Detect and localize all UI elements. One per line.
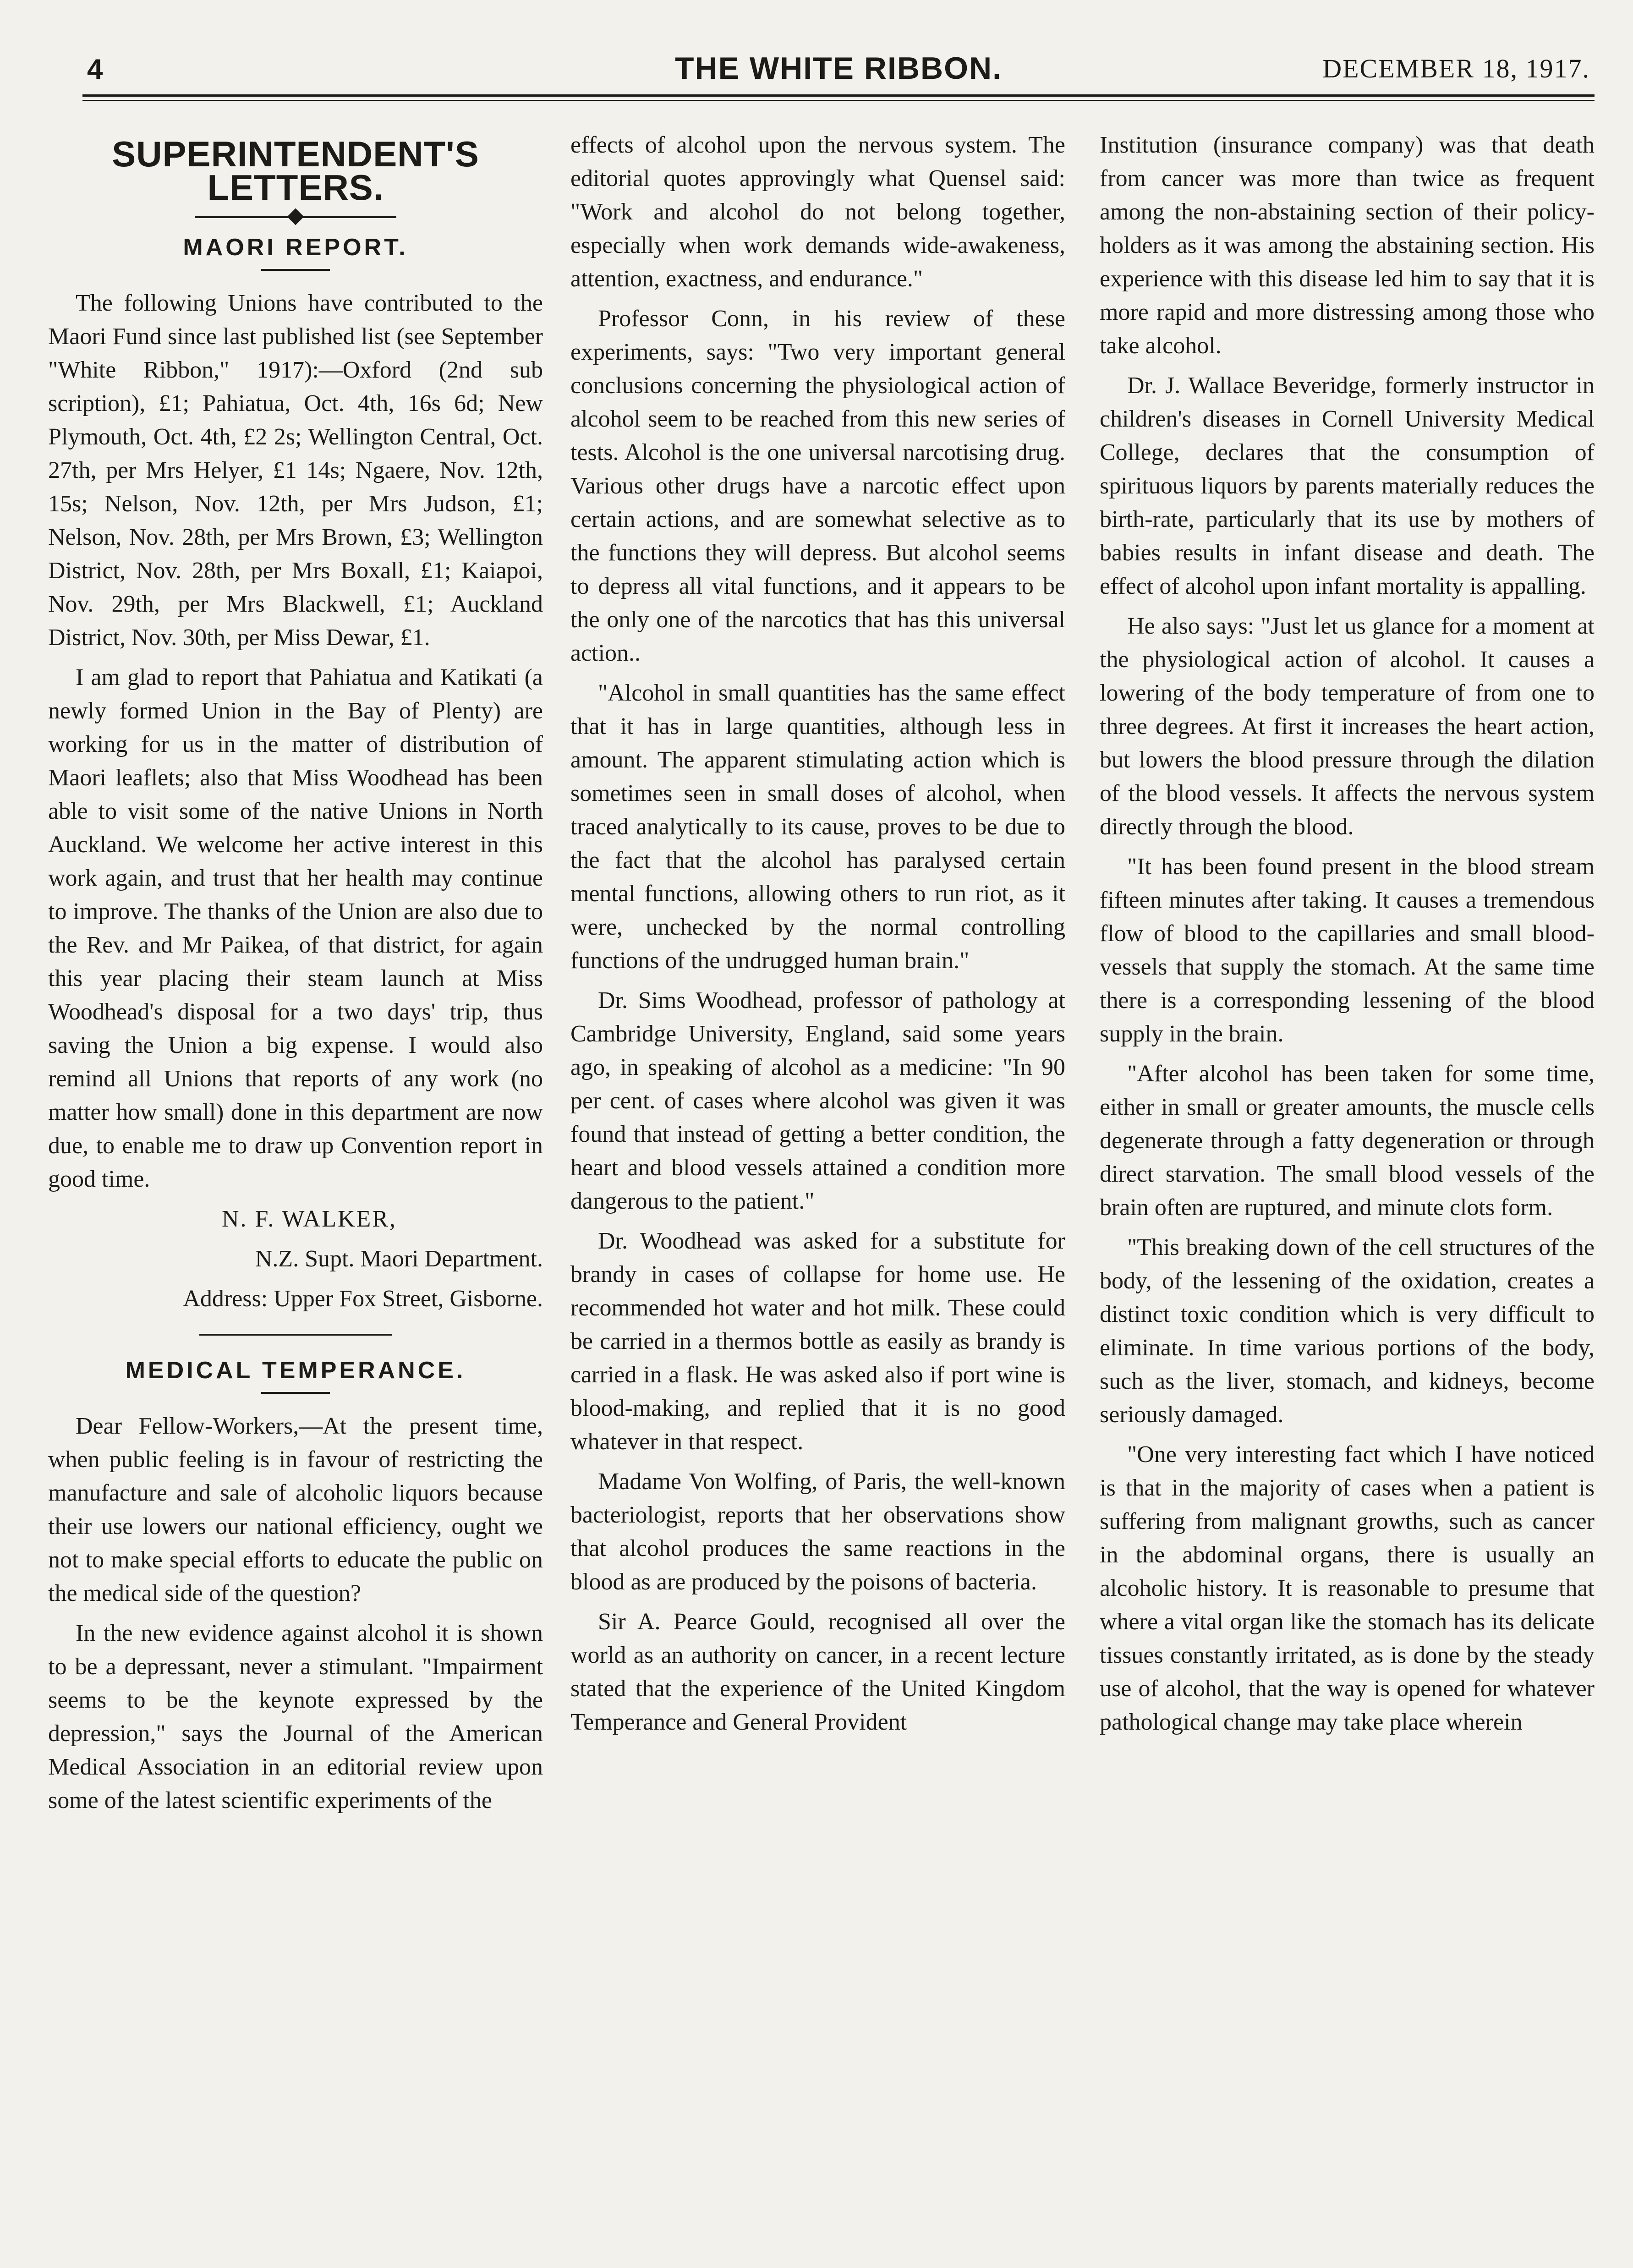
medical-paragraph: Dr. J. Wallace Beveridge, formerly instructor in children's diseases in Cornell University Medical College, declares that the consumption of spirituous liquors by parents materially reduces the birth-rate, particularly that its use by mothers of babies results in infant disease and death. The effect of alcohol upon infant mortality is appalling. [1100, 373, 1595, 599]
medical-paragraph: "This breaking down of the cell structures of the body, of the lessening of the oxidation, creates a distinct toxic condition which is very difficult to eliminate. In time various portions of the body, such as the liver, stomach, and kidneys, become seriously damaged. [1100, 1234, 1595, 1428]
medical-paragraph: In the new evidence against alcohol it is shown to be a depressant, never a stimulant. "Impairment seems to be the keynote expressed by the depression," says the Journal of the American Medical Association in an editorial review upon some of the latest scientific experiments of the [48, 1620, 543, 1813]
header-rule-thin [82, 100, 1595, 101]
section-divider [199, 1334, 392, 1336]
signature-address: Address: Upper Fox Street, Gisborne. [183, 1286, 543, 1312]
header-rule [82, 94, 1595, 97]
medical-paragraph: Dear Fellow-Workers,—At the present time, when public feeling is in favour of restricting the manufacture and sale of alcoholic liquors because their use lowers our national efficiency, ought we not to make special efforts to educate the public on the medical side of the question? [48, 1413, 543, 1606]
signature-position: N.Z. Supt. Maori Department. [255, 1246, 543, 1272]
page-header [82, 44, 1595, 90]
maori-report-paragraph: I am glad to report that Pahiatua and Katikati (a newly formed Union in the Bay of Plenty) are working for us in the matter of distribution of Maori leaflets; also that Miss Woodhead has been able to visit some of the native Unions in North Auckland. We welcome her active interest in this work again, and trust that her health may continue to improve. The thanks of the Union are also due to the Rev. and Mr Paikea, of that district, for again this year placing their steam launch at Miss Woodhead's disposal for a two days' trip, thus saving the Union a big expense. I would also remind all Unions that reports of any work (no matter how small) done in this department are now due, to enable me to draw up Convention report in good time. [48, 664, 543, 1192]
column-1 [48, 128, 543, 1824]
section-title: SUPERINTENDENT'S LETTERS. [112, 134, 479, 208]
medical-paragraph: "After alcohol has been taken for some time, either in small or greater amounts, the muscle cells degenerate through a fatty degeneration or through direct starvation. The small blood vessels of the brain often are ruptured, and minute clots form. [1100, 1061, 1595, 1221]
medical-paragraph: Sir A. Pearce Gould, recognised all over the world as an authority on cancer, in a recent lecture stated that the experience of the United Kingdom Temperance and General Provident [570, 1609, 1065, 1735]
medical-paragraph: "Alcohol in small quantities has the same effect that it has in large quantities, although less in amount. The apparent stimulating action which is sometimes seen in small doses of alcohol, when traced analytically to its cause, proves to be due to the fact that the alcohol has paralysed certain mental functions, allowing others to run riot, as it were, unchecked by the normal controlling functions of the undrugged human brain." [570, 680, 1065, 974]
medical-paragraph: Dr. Woodhead was asked for a substitute for brandy in cases of collapse for home use. He recommended hot water and hot milk. These could be carried in a thermos bottle as easily as brandy is carried in a flask. He was asked also if port wine is blood-making, and replied that it is no good whatever in that respect. [570, 1228, 1065, 1455]
maori-report-paragraph: The following Unions have contributed to the Maori Fund since last published list (see September "White Ribbon," 1917):—Oxford (2nd sub scription), £1; Pahiatua, Oct. 4th, 16s 6d; New Plymouth, Oct. 4th, £2 2s; Wellington Central, Oct. 27th, per Mrs Helyer, £1 14s; Ngaere, Nov. 12th, 15s; Nelson, Nov. 12th, per Mrs Judson, £1; Nelson, Nov. 28th, per Mrs Brown, £3; Wellington District, Nov. 28th, per Mrs Boxall, £1; Kaiapoi, Nov. 29th, per Mrs Blackwell, £1; Auckland District, Nov. 30th, per Miss Dewar, £1. [48, 290, 543, 651]
medical-paragraph: "One very interesting fact which I have noticed is that in the majority of cases when a patient is suffering from malignant growths, such as cancer in the abdominal organs, there is usually an alcoholic history. It is reasonable to presume that where a vital organ like the stomach has its delicate tissues constantly irritated, as is done by the steady use of alcohol, that the way is opened for whatever pathological change may take place wherein [1100, 1441, 1595, 1735]
medical-paragraph: Dr. Sims Woodhead, professor of pathology at Cambridge University, England, said some years ago, in speaking of alcohol as a medicine: "In 90 per cent. of cases where alcohol was given it was found that instead of getting a better condition, the heart and blood vessels attained a condition more dangerous to the patient." [570, 987, 1065, 1214]
medical-paragraph: Professor Conn, in his review of these experiments, says: "Two very important general conclusions concerning the physiological action of alcohol seem to be reached from this new series of tests. Alcohol is the one universal narcotising drug. Various other drugs have a narcotic effect upon certain actions, and are somewhat selective as to the functions they will depress. But alcohol seems to depress all vital functions, and it appears to be the only one of the narcotics that has this universal action.. [570, 306, 1065, 666]
medical-paragraph: Institution (insurance company) was that death from cancer was more than twice as frequent among the non-abstaining section of their policy-holders as it was among the abstaining section. His experience with this disease led him to say that it is more rapid and more distressing among those who take alcohol. [1100, 132, 1595, 359]
short-divider [261, 269, 330, 271]
medical-paragraph: "It has been found present in the blood stream fifteen minutes after taking. It causes a tremendous flow of blood to the capillaries and small blood-vessels that supply the stomach. At the same time there is a corresponding lessening of the blood supply in the brain. [1100, 854, 1595, 1047]
page-number: 4 [87, 54, 103, 85]
medical-temperance-heading: MEDICAL TEMPERANCE. [125, 1357, 466, 1384]
medical-paragraph: Madame Von Wolfing, of Paris, the well-known bacteriologist, reports that her observations show that alcohol produces the same reactions in the blood as are produced by the poisons of bacteria. [570, 1468, 1065, 1595]
medical-paragraph: effects of alcohol upon the nervous system. The editorial quotes approvingly what Quensel said: "Work and alcohol do not belong together, especially when work demands wide-awakeness, attention, exactness, and endurance." [570, 132, 1065, 292]
signature-name: N. F. WALKER, [221, 1206, 397, 1232]
ornament-divider [48, 210, 543, 224]
paper-title: THE WHITE RIBBON. [675, 51, 1002, 86]
issue-date: DECEMBER 18, 1917. [1322, 54, 1590, 83]
maori-report-heading: MAORI REPORT. [183, 234, 408, 261]
medical-paragraph: He also says: "Just let us glance for a moment at the physiological action of alcohol. It causes a lowering of the body temperature of from one to three degrees. At first it increases the heart action, but lowers the blood pressure through the dilation of the blood vessels. It affects the nervous system directly through the blood. [1100, 613, 1595, 840]
short-divider [261, 1392, 330, 1394]
diamond-icon [287, 208, 304, 225]
column-2 [570, 128, 1065, 1745]
column-3 [1100, 128, 1595, 1745]
